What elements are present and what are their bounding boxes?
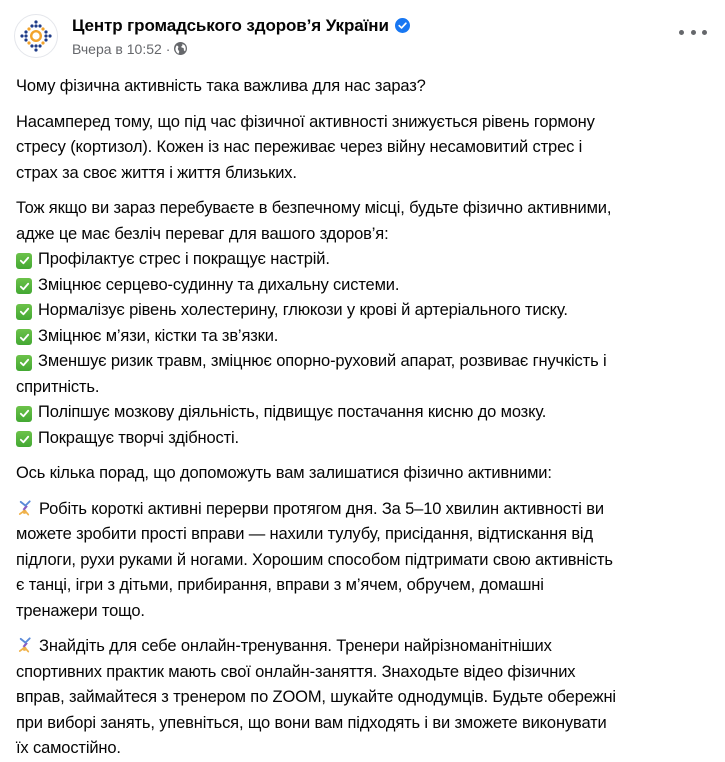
- cartwheel-icon: [16, 499, 33, 516]
- benefit-item: [16, 324, 709, 350]
- benefit-item: [16, 400, 709, 426]
- check-mark-icon: [16, 304, 32, 320]
- more-options-icon: [679, 30, 684, 35]
- benefits-paragraph: [16, 196, 709, 451]
- more-options-dot: [691, 30, 696, 35]
- phc-logo-icon: [18, 18, 54, 54]
- page-name-link[interactable]: Центр громадського здоров’я України: [72, 15, 389, 35]
- benefit-item: [16, 349, 709, 375]
- tips-intro: Ось кілька порад, що допоможуть вам залишатися фізично активними:: [16, 464, 552, 482]
- tip-paragraph: [16, 497, 709, 625]
- post-timestamp-link[interactable]: Вчера в 10:52: [72, 40, 162, 57]
- tip-paragraph: [16, 634, 709, 762]
- tip-text: підлоги, рухи руками й ногами. Хорошим способом підтримати свою активність: [16, 550, 613, 569]
- text-line: адже це має безліч переваг для вашого здоров’я:: [16, 224, 389, 243]
- page-avatar[interactable]: [14, 14, 58, 58]
- tip-text: Знайдіть для себе онлайн-тренування. Тренери найрізноманітніших: [39, 637, 552, 655]
- benefit-item: [16, 426, 709, 452]
- post-question: Чому фізична активність така важлива для нас зараз?: [16, 77, 426, 95]
- tip-text: спортивних практик мають свої онлайн-заняття. Знаходьте відео фізичних: [16, 662, 576, 681]
- text-line: страх за своє життя і життя близьких.: [16, 163, 297, 182]
- post-header: [16, 12, 709, 60]
- text-line: стресу (кортизол). Кожен із нас переживає через війну несамовитий стрес і: [16, 138, 583, 156]
- benefit-item: [16, 298, 709, 324]
- benefit-item: [16, 247, 709, 273]
- check-mark-icon: [16, 253, 32, 269]
- more-options-dot: [702, 30, 707, 35]
- verified-badge-icon: [395, 18, 410, 33]
- tip-first-line: [16, 634, 709, 660]
- benefit-text: Зміцнює серцево-судинну та дихальну системи.: [38, 275, 400, 294]
- check-mark-icon: [16, 329, 32, 345]
- benefit-text: Покращує творчі здібності.: [38, 428, 239, 447]
- text-line: Тож якщо ви зараз перебуваєте в безпечному місці, будьте фізично активними,: [16, 199, 612, 217]
- text-line: Насамперед тому, що під час фізичної активності знижується рівень гормону: [16, 112, 595, 131]
- tip-text: є танці, ігри з дітьми, прибирання, вправи з м’ячем, обручем, домашні: [16, 576, 544, 594]
- tip-text: вправ, займайтеся з тренером по ZOOM, шукайте однодумців. Будьте обережні: [16, 688, 616, 706]
- benefit-text: Профілактує стрес і покращує настрій.: [38, 250, 330, 268]
- benefit-item: [16, 273, 709, 299]
- tip-first-line: [16, 497, 709, 523]
- check-mark-icon: [16, 355, 32, 371]
- globe-icon[interactable]: [174, 42, 187, 55]
- tip-text: Робіть короткі активні перерви протягом дня. За 5–10 хвилин активності ви: [39, 499, 604, 518]
- more-options-button[interactable]: [679, 22, 707, 42]
- check-mark-icon: [16, 278, 32, 294]
- benefit-text-continued: спритність.: [16, 377, 100, 396]
- meta-separator: ·: [165, 40, 171, 57]
- tip-text: тренажери тощо.: [16, 601, 145, 620]
- benefit-text: Зменшує ризик травм, зміцнює опорно-руховий апарат, розвиває гнучкість і: [38, 352, 607, 370]
- benefit-text: Зміцнює м’язи, кістки та зв’язки.: [38, 326, 279, 345]
- benefit-text: Поліпшує мозкову діяльність, підвищує постачання кисню до мозку.: [38, 403, 547, 421]
- tip-text: їх самостійно.: [16, 739, 121, 757]
- intro-paragraph: [16, 110, 709, 187]
- benefit-text: Нормалізує рівень холестерину, глюкози у крові й артеріального тиску.: [38, 301, 568, 319]
- tip-text: можете зробити прості вправи — нахили тулубу, присідання, відтискання від: [16, 525, 593, 543]
- tip-text: при виборі занять, упевніться, що вони вам підходять і ви зможете виконувати: [16, 713, 607, 732]
- cartwheel-icon: [16, 636, 33, 653]
- check-mark-icon: [16, 406, 32, 422]
- check-mark-icon: [16, 431, 32, 447]
- post-body: [16, 74, 709, 762]
